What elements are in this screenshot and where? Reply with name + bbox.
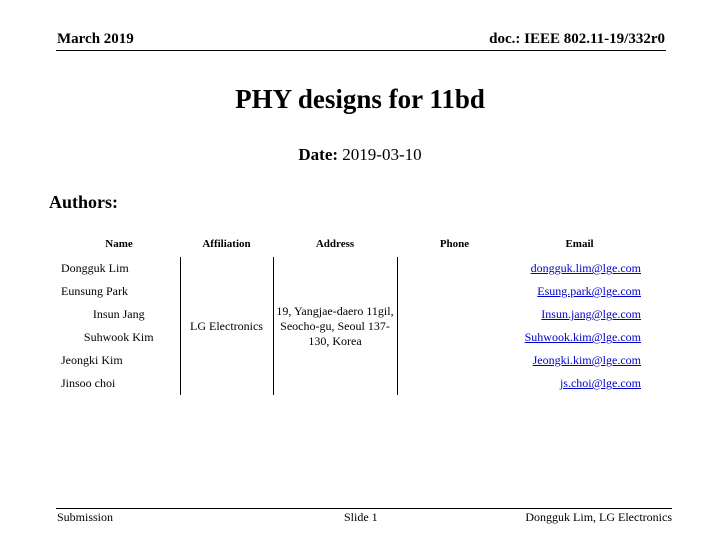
footer-submission: Submission (57, 510, 114, 524)
date-value: 2019-03-10 (342, 145, 422, 164)
footer-author: Dongguk Lim, LG Electronics (525, 510, 672, 524)
phone-cell (397, 280, 512, 303)
table-header-row (58, 231, 647, 257)
author-email-link[interactable]: js.choi@lge.com (559, 376, 641, 390)
header-doc-number: doc.: IEEE 802.11-19/332r0 (489, 31, 665, 47)
author-email-link[interactable]: Jeongki.kim@lge.com (532, 353, 641, 367)
col-header-phone: Phone (439, 238, 470, 250)
phone-cell (397, 349, 512, 372)
author-name: Dongguk Lim (61, 261, 129, 275)
phone-cell (397, 326, 512, 349)
header-date: March 2019 (57, 31, 134, 47)
col-header-email: Email (565, 238, 594, 250)
footer-divider (56, 508, 672, 509)
authors-table (58, 231, 648, 395)
col-header-address: Address (315, 238, 355, 250)
slide-title: PHY designs for 11bd (235, 84, 485, 114)
phone-cell (397, 257, 512, 280)
author-name: Suhwook Kim (83, 330, 154, 344)
affiliation-cell: LG Electronics (180, 257, 273, 395)
address-cell: 19, Yangjae-daero 11gil, Seocho-gu, Seoul 137-130, Korea (273, 257, 397, 395)
phone-cell (397, 303, 512, 326)
author-name: Insun Jang (92, 307, 145, 321)
author-name: Jeongki Kim (61, 353, 123, 367)
footer-slide-number: Slide 1 (344, 510, 378, 524)
author-email-link[interactable]: dongguk.lim@lge.com (530, 261, 641, 275)
date-line (0, 145, 720, 165)
author-email-link[interactable]: Insun.jang@lge.com (541, 307, 641, 321)
table-row (58, 257, 647, 280)
author-name: Eunsung Park (61, 284, 128, 298)
col-header-affiliation: Affiliation (202, 238, 251, 250)
author-email-link[interactable]: Suhwook.kim@lge.com (524, 330, 641, 344)
col-header-name: Name (105, 238, 133, 250)
date-label: Date: (298, 145, 339, 164)
header-divider (56, 50, 666, 51)
authors-heading: Authors: (49, 192, 119, 212)
author-email-link[interactable]: Esung.park@lge.com (537, 284, 641, 298)
author-name: Jinsoo choi (61, 376, 116, 390)
phone-cell (397, 372, 512, 395)
